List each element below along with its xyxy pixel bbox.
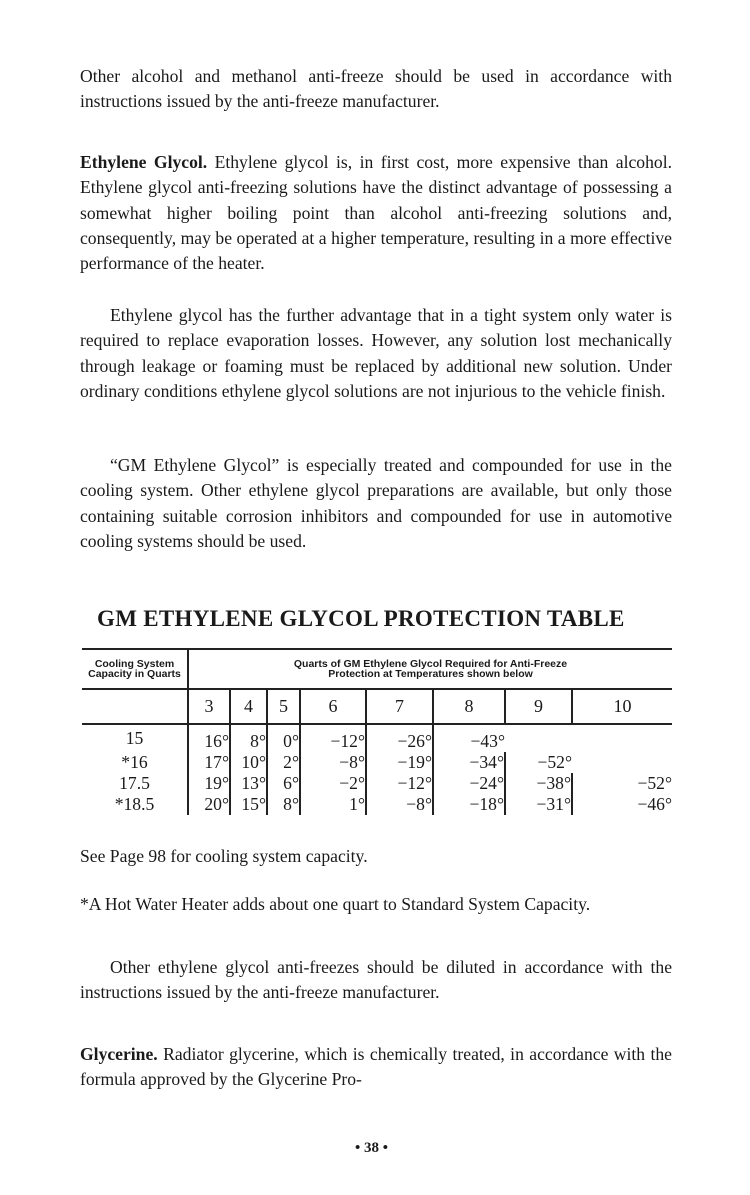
temperature-cell: −18°	[433, 794, 505, 815]
paragraph-further-advantage: Ethylene glycol has the further advantage that in a tight system only water is required to replace evaporation losses. However, any solution lost mechanically through leakage or foaming must be replaced by additional new solution. Under ordinary conditions ethylene glycol solutions are not injurious to the vehicle finish.	[80, 305, 672, 401]
temperature-cell: 2°	[267, 752, 300, 773]
temperature-cell: −26°	[366, 724, 433, 752]
temperature-cell	[505, 724, 572, 752]
table-row	[82, 752, 672, 773]
paragraph-text: Radiator glycerine, which is chemically treated, in accordance with the formula approved by the Glycerine Pro-	[80, 1044, 672, 1090]
temperature-cell: −52°	[505, 752, 572, 773]
table-row	[82, 724, 672, 752]
temperature-cell: −31°	[505, 794, 572, 815]
temperature-cell: 13°	[230, 773, 267, 794]
temperature-cell: −12°	[300, 724, 366, 752]
capacity-cell: 15	[125, 728, 144, 748]
temperature-cell: 17°	[188, 752, 230, 773]
temperature-cell	[572, 724, 672, 752]
temperature-cell: 0°	[267, 724, 300, 752]
paragraph-ethylene-glycol	[80, 150, 672, 276]
temperature-cell	[572, 752, 672, 773]
paragraph-glycerine	[80, 1042, 672, 1093]
group-header: Quarts of GM Ethylene Glycol Required for Anti-Freeze Protection at Temperatures shown below	[188, 649, 672, 689]
column-header-quarts: 6	[300, 689, 366, 724]
temperature-cell: 16°	[188, 724, 230, 752]
temperature-cell: 10°	[230, 752, 267, 773]
table-row	[82, 794, 672, 815]
temperature-cell: −8°	[366, 794, 433, 815]
column-header-quarts: 3	[188, 689, 230, 724]
paragraph-gm-ethylene-glycol: “GM Ethylene Glycol” is especially treated and compounded for use in the cooling system. Other ethylene glycol preparations are available, but only those containing suitable corrosion inhibitors and compounded for use in automotive cooling systems should be used.	[80, 455, 672, 551]
temperature-cell: −2°	[300, 773, 366, 794]
temperature-cell: −38°	[505, 773, 572, 794]
paragraph-footnote-heater: *A Hot Water Heater adds about one quart to Standard System Capacity.	[80, 894, 591, 914]
temperature-cell: 8°	[230, 724, 267, 752]
paragraph-see-page: See Page 98 for cooling system capacity.	[80, 846, 368, 866]
temperature-cell: 15°	[230, 794, 267, 815]
temperature-cell: −46°	[572, 794, 672, 815]
temperature-cell: −8°	[300, 752, 366, 773]
temperature-cell: −52°	[572, 773, 672, 794]
page-number: • 38 •	[355, 1140, 389, 1156]
temperature-cell: 20°	[188, 794, 230, 815]
paragraph-text: Ethylene glycol is, in first cost, more expensive than alcohol. Ethylene glycol anti-freezing solutions have the distinct advantage of possessing a somewhat higher boiling point than alcohol anti-freezing solutions and, consequently, may be operated at a higher temperature, resulting in a more effective performance of the heater.	[80, 152, 672, 274]
temperature-cell: −24°	[433, 773, 505, 794]
capacity-header: Cooling System Capacity in Quarts	[82, 649, 188, 689]
capacity-cell: 17.5	[119, 773, 150, 793]
capacity-cell: *16	[121, 752, 148, 772]
temperature-cell: −34°	[433, 752, 505, 773]
paragraph-other-alcohol: Other alcohol and methanol anti-freeze should be used in accordance with instructions issued by the anti-freeze manufacturer.	[80, 66, 672, 112]
paragraph-other-ethylene: Other ethylene glycol anti-freezes should be diluted in accordance with the instructions issued by the anti-freeze manufacturer.	[80, 957, 672, 1003]
column-header-quarts: 4	[230, 689, 267, 724]
protection-table	[82, 648, 672, 815]
blank-header-cell	[82, 689, 188, 724]
temperature-cell: 8°	[267, 794, 300, 815]
temperature-cell: −19°	[366, 752, 433, 773]
temperature-cell: 1°	[300, 794, 366, 815]
temperature-cell: −43°	[433, 724, 505, 752]
column-header-quarts: 8	[433, 689, 505, 724]
table-title: GM ETHYLENE GLYCOL PROTECTION TABLE	[97, 606, 625, 631]
temperature-cell: 6°	[267, 773, 300, 794]
column-header-quarts: 9	[505, 689, 572, 724]
section-heading-glycerine: Glycerine.	[80, 1044, 158, 1064]
column-header-quarts: 5	[267, 689, 300, 724]
capacity-cell: *18.5	[114, 794, 155, 814]
column-header-quarts: 7	[366, 689, 433, 724]
table-row	[82, 773, 672, 794]
section-heading-ethylene-glycol: Ethylene Glycol.	[80, 152, 208, 172]
temperature-cell: 19°	[188, 773, 230, 794]
temperature-cell: −12°	[366, 773, 433, 794]
column-header-quarts: 10	[572, 689, 672, 724]
